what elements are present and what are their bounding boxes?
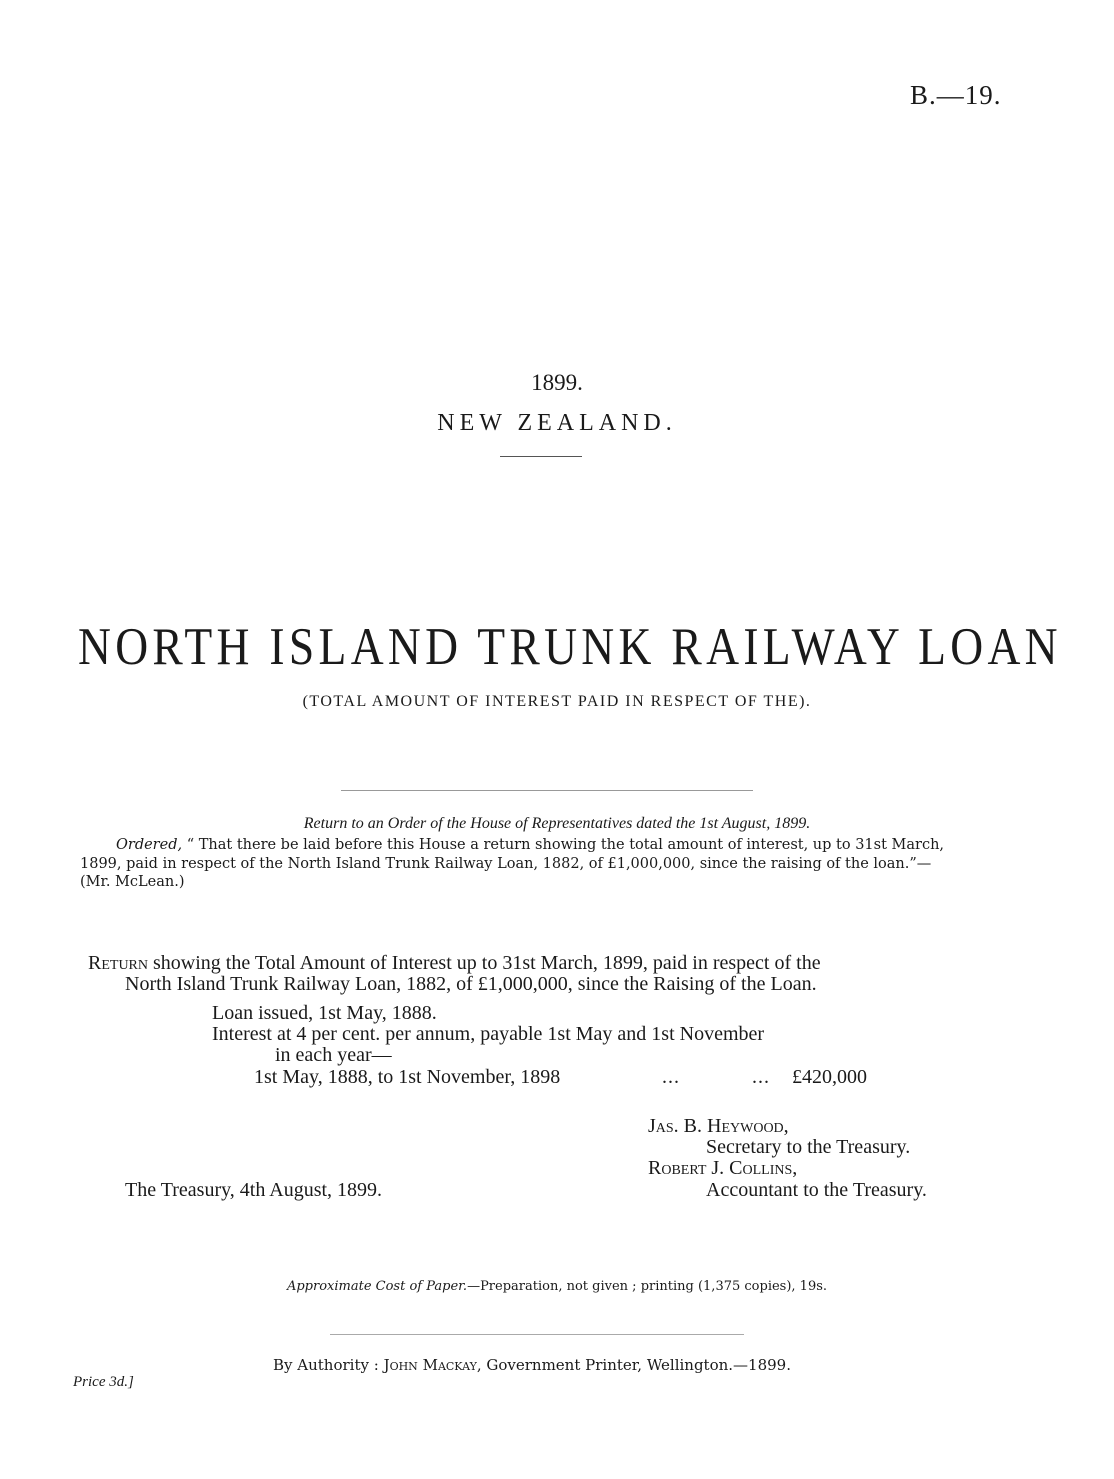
- ordered-word: Ordered,: [116, 837, 183, 853]
- leader-dots-1: ...: [662, 1066, 680, 1088]
- ordered-line-3: (Mr. McLean.): [80, 874, 185, 890]
- return-line-1-text: showing the Total Amount of Interest up to 31st March, 1899, paid in respect of the: [153, 952, 821, 974]
- leader-dots-2: ...: [752, 1066, 770, 1088]
- signatory-2-name: Robert J. Collins,: [648, 1157, 798, 1179]
- cost-text: —Preparation, not given ; printing (1,375 copies), 19s.: [467, 1279, 828, 1294]
- return-line-2: North Island Trunk Railway Loan, 1882, of £1,000,000, since the Raising of the Loan.: [125, 973, 817, 995]
- authority-rest: Government Printer, Wellington.—1899.: [486, 1356, 791, 1374]
- cost-note: [0, 1279, 1114, 1294]
- authority-prefix: By Authority :: [273, 1356, 379, 1374]
- signatory-2-title: Accountant to the Treasury.: [706, 1179, 927, 1201]
- year: 1899.: [531, 370, 583, 395]
- authority-line: [273, 1356, 791, 1374]
- footer-divider: [330, 1334, 744, 1335]
- interest-amount: £420,000: [792, 1066, 867, 1088]
- document-number: B.—19.: [910, 80, 1002, 110]
- section-divider: [341, 790, 753, 791]
- country-heading: NEW ZEALAND.: [437, 410, 677, 436]
- title-divider: [500, 456, 582, 457]
- signatory-1-name: Jas. B. Heywood,: [648, 1115, 789, 1137]
- main-title: NORTH ISLAND TRUNK RAILWAY LOAN: [77, 618, 1062, 676]
- price: Price 3d.]: [73, 1374, 134, 1390]
- ordered-text-1: “ That there be laid before this House a return showing the total amount of interest, up to 31st March,: [186, 837, 945, 853]
- place-date: The Treasury, 4th August, 1899.: [125, 1179, 383, 1201]
- interest-line-2: in each year—: [275, 1044, 392, 1066]
- subtitle: (TOTAL AMOUNT OF INTEREST PAID IN RESPECT OF THE).: [302, 693, 812, 710]
- ordered-line-1: [116, 837, 944, 853]
- return-order-line: Return to an Order of the House of Representatives dated the 1st August, 1899.: [303, 815, 811, 832]
- interest-line-1: Interest at 4 per cent. per annum, payable 1st May and 1st November: [212, 1023, 765, 1045]
- return-line-1: [88, 952, 821, 975]
- return-lead-word: Return: [88, 952, 149, 974]
- printer-name: John Mackay,: [383, 1356, 482, 1374]
- ordered-line-2: 1899, paid in respect of the North Island Trunk Railway Loan, 1882, of £1,000,000, since the raising of the loan.”—: [80, 856, 932, 872]
- signatory-1-title: Secretary to the Treasury.: [706, 1136, 911, 1158]
- cost-label: Approximate Cost of Paper.: [286, 1279, 468, 1294]
- period-line: 1st May, 1888, to 1st November, 1898: [254, 1066, 561, 1088]
- loan-issued: Loan issued, 1st May, 1888.: [212, 1002, 437, 1024]
